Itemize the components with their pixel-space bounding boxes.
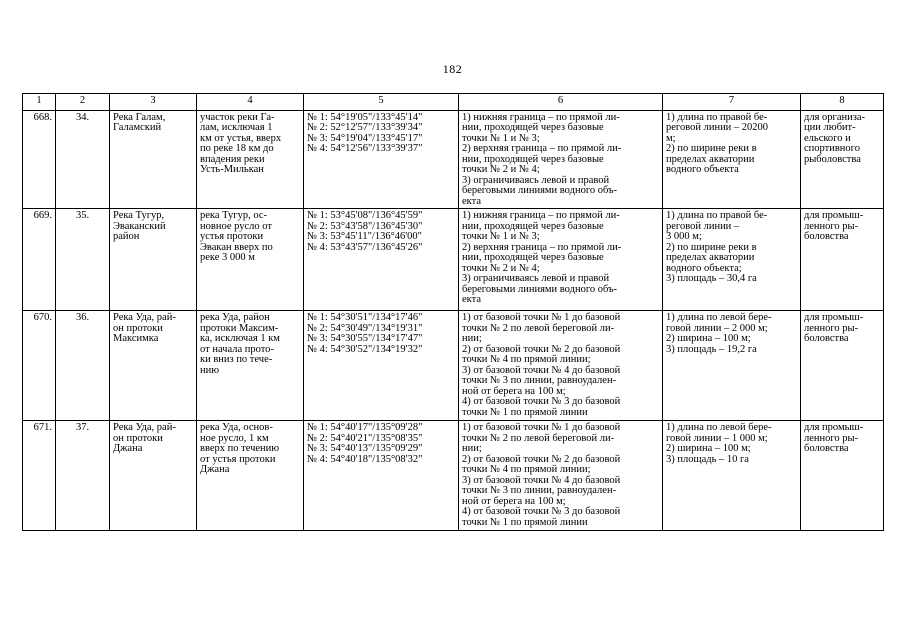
cell-line: район bbox=[113, 231, 140, 242]
cell-line: говой линии – 2 000 м; bbox=[666, 322, 768, 334]
purpose-cell bbox=[801, 209, 884, 311]
cell-line: нии; bbox=[462, 443, 482, 454]
cell-line: точки № 3 по линии, равноудален- bbox=[462, 375, 617, 386]
boundaries-cell bbox=[459, 110, 663, 209]
column-header: 2 bbox=[56, 94, 110, 111]
cell-line: нию bbox=[200, 364, 220, 376]
cell-line: нии, проходящей через базовые bbox=[462, 252, 604, 263]
cell-line: 2) по ширине реки в bbox=[666, 241, 757, 253]
location-description-cell bbox=[197, 110, 304, 209]
cell-line: для промыш- bbox=[804, 312, 864, 323]
cell-line: для промыш- bbox=[804, 210, 864, 221]
cell-line: екта bbox=[462, 294, 482, 305]
cell-line: № 1: 54°19'05"/133°45'14" bbox=[307, 111, 423, 123]
cell-line: Река Уда, рай- bbox=[113, 422, 176, 433]
cell-line: Галамский bbox=[113, 122, 162, 133]
cell-line: береговыми линиями водного объ- bbox=[462, 283, 618, 295]
coordinates-cell bbox=[304, 311, 459, 421]
cell-line: № 3: 53°45'11"/136°46'00" bbox=[307, 231, 422, 242]
cell-line: реговой линии – 20200 bbox=[666, 122, 769, 133]
cell-line: 1) длина по правой бе- bbox=[666, 111, 768, 123]
coordinates-cell bbox=[304, 110, 459, 209]
purpose-cell bbox=[801, 311, 884, 421]
cell-line: река Уда, основ- bbox=[200, 422, 273, 433]
coordinates-cell bbox=[304, 209, 459, 311]
cell-line: ной от берега на 100 м; bbox=[462, 385, 566, 397]
column-header: 1 bbox=[23, 94, 56, 111]
purpose-cell bbox=[801, 421, 884, 531]
cell-line: 3) от базовой точки № 4 до базовой bbox=[462, 364, 621, 376]
area-name-cell bbox=[110, 209, 197, 311]
cell-line: рыболовства bbox=[804, 153, 861, 165]
cell-line: водного объекта; bbox=[666, 262, 742, 274]
cell-line: устья протоки bbox=[200, 231, 264, 242]
column-header: 6 bbox=[459, 94, 663, 111]
cell-line: ленного ры- bbox=[804, 322, 859, 334]
cell-line: точки № 4 по прямой линии; bbox=[462, 354, 591, 365]
cell-line: точки № 1 по прямой линии bbox=[462, 406, 588, 418]
cell-line: № 2: 54°40'21"/135°08'35" bbox=[307, 432, 423, 444]
column-header: 5 bbox=[304, 94, 459, 111]
cell-line: река Уда, район bbox=[200, 312, 270, 323]
cell-line: 1) от базовой точки № 1 до базовой bbox=[462, 422, 621, 433]
header-row bbox=[23, 94, 884, 111]
cell-line: для организа- bbox=[804, 111, 866, 123]
location-description-cell bbox=[197, 209, 304, 311]
cell-line: новное русло от bbox=[200, 220, 272, 232]
cell-line: река Тугур, ос- bbox=[200, 210, 268, 221]
cell-line: 3) площадь – 30,4 га bbox=[666, 273, 757, 284]
cell-line: нии, проходящей через базовые bbox=[462, 220, 604, 232]
cell-line: Усть-Милькан bbox=[200, 164, 264, 175]
cell-line: он протоки bbox=[113, 432, 163, 444]
cell-line: спортивного bbox=[804, 143, 860, 154]
sub-number-cell: 37. bbox=[56, 421, 110, 531]
cell-line: пределах акватории bbox=[666, 153, 755, 165]
coordinates-cell bbox=[304, 421, 459, 531]
cell-line: № 2: 53°43'58"/136°45'30" bbox=[307, 220, 423, 232]
area-name-cell bbox=[110, 311, 197, 421]
row-number-cell: 670. bbox=[23, 311, 56, 421]
cell-line: 1) длина по правой бе- bbox=[666, 210, 768, 221]
cell-line: 3) площадь – 10 га bbox=[666, 453, 749, 465]
cell-line: 2) ширина – 100 м; bbox=[666, 443, 751, 454]
cell-line: точки № 2 по левой береговой ли- bbox=[462, 322, 615, 334]
cell-line: он протоки bbox=[113, 322, 163, 334]
cell-line: лам, исключая 1 bbox=[200, 122, 273, 133]
cell-line: Джана bbox=[113, 443, 143, 454]
table-row bbox=[23, 421, 884, 531]
cell-line: Эваканский bbox=[113, 220, 166, 232]
area-name-cell bbox=[110, 421, 197, 531]
cell-line: № 2: 52°12'57"/133°39'34" bbox=[307, 122, 423, 133]
boundaries-cell bbox=[459, 209, 663, 311]
cell-line: протоки Максим- bbox=[200, 322, 279, 334]
cell-line: нии; bbox=[462, 333, 482, 344]
cell-line: № 3: 54°19'04"/133°45'17" bbox=[307, 132, 423, 144]
size-cell bbox=[663, 421, 801, 531]
cell-line: № 2: 54°30'49"/134°19'31" bbox=[307, 322, 423, 334]
page-number: 182 bbox=[442, 62, 463, 76]
cell-line: точки № 2 по левой береговой ли- bbox=[462, 432, 615, 444]
cell-line: Джана bbox=[200, 464, 230, 475]
size-cell bbox=[663, 209, 801, 311]
cell-line: точки № 3 по линии, равноудален- bbox=[462, 485, 617, 496]
fishing-areas-table bbox=[22, 93, 884, 531]
cell-line: говой линии – 1 000 м; bbox=[666, 432, 768, 444]
cell-line: 1) длина по левой бере- bbox=[666, 312, 772, 323]
cell-line: ленного ры- bbox=[804, 432, 859, 444]
cell-line: 1) нижняя граница – по прямой ли- bbox=[462, 210, 620, 221]
cell-line: 3 000 м; bbox=[666, 231, 702, 242]
cell-line: № 4: 54°40'18"/135°08'32" bbox=[307, 453, 423, 465]
cell-line: пределах акватории bbox=[666, 252, 755, 263]
sub-number-cell: 34. bbox=[56, 110, 110, 209]
table-row bbox=[23, 110, 884, 209]
cell-line: Река Галам, bbox=[113, 111, 166, 123]
area-name-cell bbox=[110, 110, 197, 209]
cell-line: км от устья, вверх bbox=[200, 132, 282, 144]
cell-line: Максимка bbox=[113, 333, 159, 344]
cell-line: вверх по течению bbox=[200, 443, 280, 454]
row-number-cell: 668. bbox=[23, 110, 56, 209]
sub-number-cell: 36. bbox=[56, 311, 110, 421]
cell-line: боловства bbox=[804, 333, 849, 344]
sub-number-cell: 35. bbox=[56, 209, 110, 311]
column-header: 3 bbox=[110, 94, 197, 111]
table-row bbox=[23, 209, 884, 311]
cell-line: Река Тугур, bbox=[113, 210, 165, 221]
boundaries-cell bbox=[459, 311, 663, 421]
cell-line: ка, исключая 1 км bbox=[200, 333, 280, 344]
cell-line: водного объекта bbox=[666, 164, 739, 175]
cell-line: ной от берега на 100 м; bbox=[462, 495, 566, 507]
location-description-cell bbox=[197, 421, 304, 531]
cell-line: 3) ограничиваясь левой и правой bbox=[462, 174, 610, 186]
cell-line: от начала прото- bbox=[200, 343, 274, 355]
cell-line: Эвакан вверх по bbox=[200, 241, 273, 253]
cell-line: 2) от базовой точки № 2 до базовой bbox=[462, 343, 621, 355]
cell-line: ции любит- bbox=[804, 122, 856, 133]
cell-line: точки № 1 по прямой линии bbox=[462, 516, 588, 528]
cell-line: точки № 1 и № 3; bbox=[462, 132, 540, 144]
cell-line: № 4: 54°12'56"/133°39'37" bbox=[307, 143, 423, 154]
cell-line: для промыш- bbox=[804, 422, 864, 433]
cell-line: 1) нижняя граница – по прямой ли- bbox=[462, 111, 620, 123]
cell-line: точки № 4 по прямой линии; bbox=[462, 464, 591, 475]
cell-line: нии, проходящей через базовые bbox=[462, 122, 604, 133]
cell-line: № 3: 54°30'55"/134°17'47" bbox=[307, 333, 423, 344]
cell-line: 1) от базовой точки № 1 до базовой bbox=[462, 312, 621, 323]
cell-line: 2) ширина – 100 м; bbox=[666, 333, 751, 344]
cell-line: 4) от базовой точки № 3 до базовой bbox=[462, 506, 621, 517]
cell-line: нии, проходящей через базовые bbox=[462, 153, 604, 165]
cell-line: точки № 2 и № 4; bbox=[462, 164, 540, 175]
cell-line: ельского и bbox=[804, 132, 851, 144]
row-number-cell: 669. bbox=[23, 209, 56, 311]
purpose-cell bbox=[801, 110, 884, 209]
cell-line: № 1: 54°40'17"/135°09'28" bbox=[307, 422, 423, 433]
cell-line: ленного ры- bbox=[804, 220, 859, 232]
boundaries-cell bbox=[459, 421, 663, 531]
cell-line: ное русло, 1 км bbox=[200, 432, 269, 444]
size-cell bbox=[663, 311, 801, 421]
cell-line: № 1: 54°30'51"/134°17'46" bbox=[307, 312, 423, 323]
size-cell bbox=[663, 110, 801, 209]
cell-line: от устья протоки bbox=[200, 453, 276, 465]
cell-line: точки № 2 и № 4; bbox=[462, 262, 540, 274]
cell-line: по реке 18 км до bbox=[200, 143, 274, 154]
column-header: 4 bbox=[197, 94, 304, 111]
cell-line: м; bbox=[666, 132, 676, 144]
cell-line: береговыми линиями водного объ- bbox=[462, 185, 618, 196]
cell-line: 1) длина по левой бере- bbox=[666, 422, 772, 433]
cell-line: № 1: 53°45'08"/136°45'59" bbox=[307, 210, 423, 221]
table-row bbox=[23, 311, 884, 421]
cell-line: точки № 1 и № 3; bbox=[462, 231, 540, 242]
cell-line: реке 3 000 м bbox=[200, 252, 255, 263]
cell-line: участок реки Га- bbox=[200, 111, 275, 123]
cell-line: екта bbox=[462, 195, 482, 207]
cell-line: 4) от базовой точки № 3 до базовой bbox=[462, 396, 621, 407]
cell-line: реговой линии – bbox=[666, 220, 740, 232]
cell-line: ки вниз по тече- bbox=[200, 354, 273, 365]
cell-line: № 4: 53°43'57"/136°45'26" bbox=[307, 241, 423, 253]
cell-line: 3) ограничиваясь левой и правой bbox=[462, 273, 610, 284]
cell-line: 2) верхняя граница – по прямой ли- bbox=[462, 241, 622, 253]
cell-line: впадения реки bbox=[200, 153, 265, 165]
row-number-cell: 671. bbox=[23, 421, 56, 531]
cell-line: 2) от базовой точки № 2 до базовой bbox=[462, 453, 621, 465]
cell-line: 3) площадь – 19,2 га bbox=[666, 343, 757, 355]
column-header: 7 bbox=[663, 94, 801, 111]
cell-line: 2) верхняя граница – по прямой ли- bbox=[462, 143, 622, 154]
cell-line: 3) от базовой точки № 4 до базовой bbox=[462, 474, 621, 486]
location-description-cell bbox=[197, 311, 304, 421]
cell-line: боловства bbox=[804, 443, 849, 454]
cell-line: № 3: 54°40'13"/135°09'29" bbox=[307, 443, 423, 454]
column-header: 8 bbox=[801, 94, 884, 111]
cell-line: Река Уда, рай- bbox=[113, 312, 176, 323]
cell-line: 2) по ширине реки в bbox=[666, 143, 757, 154]
cell-line: боловства bbox=[804, 231, 849, 242]
cell-line: № 4: 54°30'52"/134°19'32" bbox=[307, 343, 423, 355]
